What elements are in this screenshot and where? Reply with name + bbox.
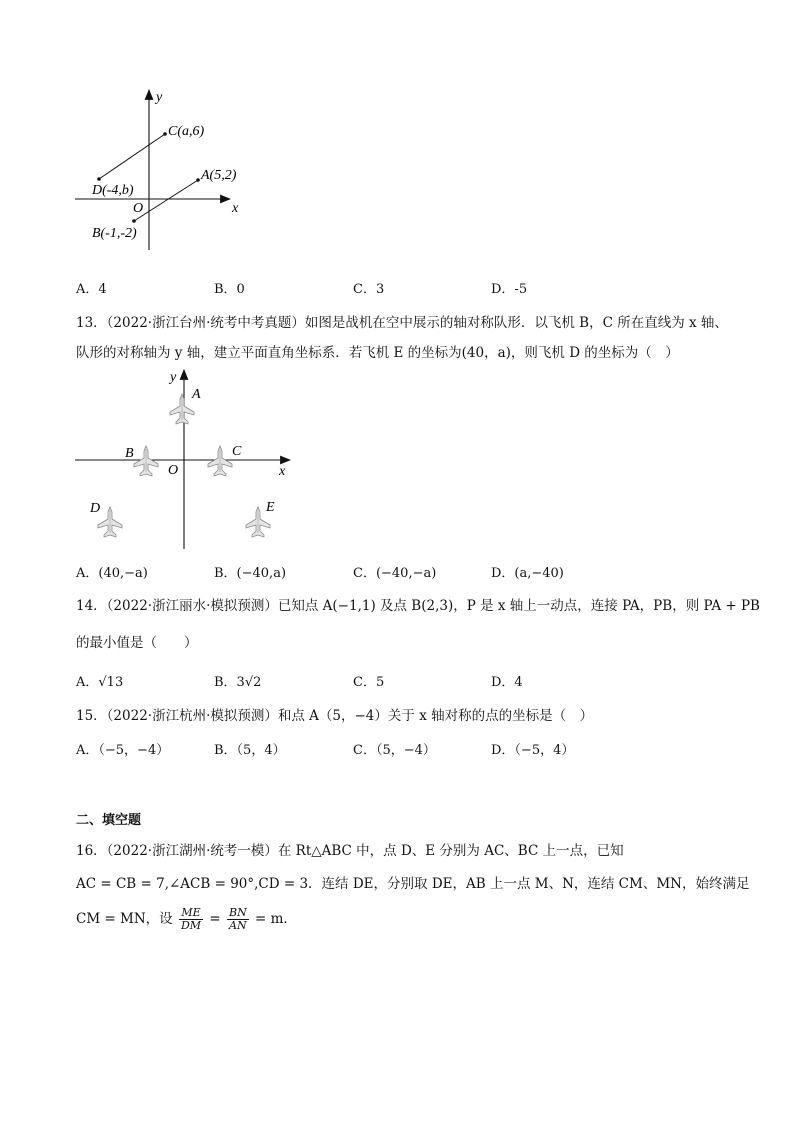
origin-label: O	[168, 463, 179, 478]
fraction-bn-an	[227, 907, 249, 932]
q13-formation-figure	[70, 365, 300, 555]
q13-line-1: 13．（2022·浙江台州·统考中考真题）如图是战机在空中展示的轴对称队形．以飞机 B，C 所在直线为 x 轴、	[76, 315, 728, 331]
q14-option-a[interactable]: A．√13	[76, 675, 124, 690]
label-a: A(5,2)	[201, 168, 237, 183]
point-c	[163, 132, 167, 136]
label-plane-a: A	[192, 387, 201, 402]
q12-option-c[interactable]: C．3	[353, 282, 385, 297]
label-c: C(a,6)	[168, 124, 205, 139]
label-d: D(-4,b)	[92, 183, 134, 198]
q14-option-c[interactable]: C．5	[353, 675, 385, 690]
origin-label: O	[133, 201, 144, 216]
q13-option-a[interactable]: A．(40,−a)	[76, 566, 148, 581]
q15-option-b[interactable]: B．（5，4）	[214, 743, 286, 758]
q12-option-b[interactable]: B．0	[214, 282, 245, 297]
label-plane-b: B	[125, 446, 134, 461]
label-plane-e: E	[266, 500, 275, 515]
q12-coordinate-figure	[70, 85, 260, 260]
q14-line-1: 14．（2022·浙江丽水·模拟预测）已知点 A(−1,1) 及点 B(2,3)，P 是 x 轴上一动点，连接 PA，PB，则 PA + PB	[76, 598, 760, 614]
fraction-denominator: AN	[229, 919, 247, 932]
axis-y-label: y	[170, 370, 177, 385]
segment-ab	[134, 180, 198, 221]
plane-a-icon	[170, 394, 194, 424]
q15-option-a[interactable]: A．（−5，−4）	[76, 743, 170, 758]
plane-c-icon	[208, 446, 232, 476]
label-plane-c: C	[232, 444, 242, 459]
q15-option-c[interactable]: C．（5，−4）	[353, 743, 436, 758]
q16-line-3-suffix: = m．	[255, 911, 297, 927]
axis-y-label: y	[156, 90, 163, 105]
q12-option-a[interactable]: A．4	[76, 282, 107, 297]
q15-option-d[interactable]: D．（−5，4）	[491, 743, 575, 758]
label-plane-d: D	[90, 501, 101, 516]
segment-cd	[99, 134, 165, 179]
q16-line-1: 16．（2022·浙江湖州·统考一模）在 Rt△ABC 中，点 D、E 分别为 AC、BC 上一点，已知	[76, 843, 624, 859]
q14-option-d[interactable]: D．4	[491, 675, 523, 690]
axis-x-label: x	[279, 464, 286, 479]
point-a	[196, 178, 200, 182]
axis-x-label: x	[232, 201, 239, 216]
fraction-denominator: DM	[180, 919, 202, 932]
plane-b-icon	[134, 446, 158, 476]
fraction-numerator: BN	[228, 906, 247, 919]
q13-option-d[interactable]: D．(a,−40)	[491, 566, 564, 581]
point-d	[97, 177, 101, 181]
q14-line-2: 的最小值是（ ）	[76, 635, 198, 651]
point-b	[132, 219, 136, 223]
fraction-me-dm	[179, 907, 203, 932]
q12-option-d[interactable]: D．-5	[491, 282, 528, 297]
q13-option-c[interactable]: C．(−40,−a)	[353, 566, 437, 581]
q16-line-3	[76, 905, 297, 933]
section-fill-in-title: 二、填空题	[76, 813, 142, 828]
fraction-numerator: ME	[181, 906, 201, 919]
q13-line-2: 队形的对称轴为 y 轴，建立平面直角坐标系．若飞机 E 的坐标为(40，a)，则飞机 D 的坐标为（ ）	[76, 345, 679, 361]
q15-line-1: 15．（2022·浙江杭州·模拟预测）和点 A（5，−4）关于 x 轴对称的点的坐标是（ ）	[76, 708, 594, 724]
plane-d-icon	[98, 507, 122, 537]
q14-option-b[interactable]: B．3√2	[214, 675, 262, 690]
q13-option-b[interactable]: B．(−40,a)	[214, 566, 287, 581]
q16-line-3-prefix: CM = MN，设	[76, 911, 173, 927]
q16-line-2: AC = CB = 7,∠ACB = 90°,CD = 3．连结 DE，分别取 DE，AB 上一点 M、N，连结 CM、MN，始终满足	[76, 876, 750, 892]
equals-sign: =	[209, 911, 221, 927]
label-b: B(-1,-2)	[92, 226, 137, 241]
